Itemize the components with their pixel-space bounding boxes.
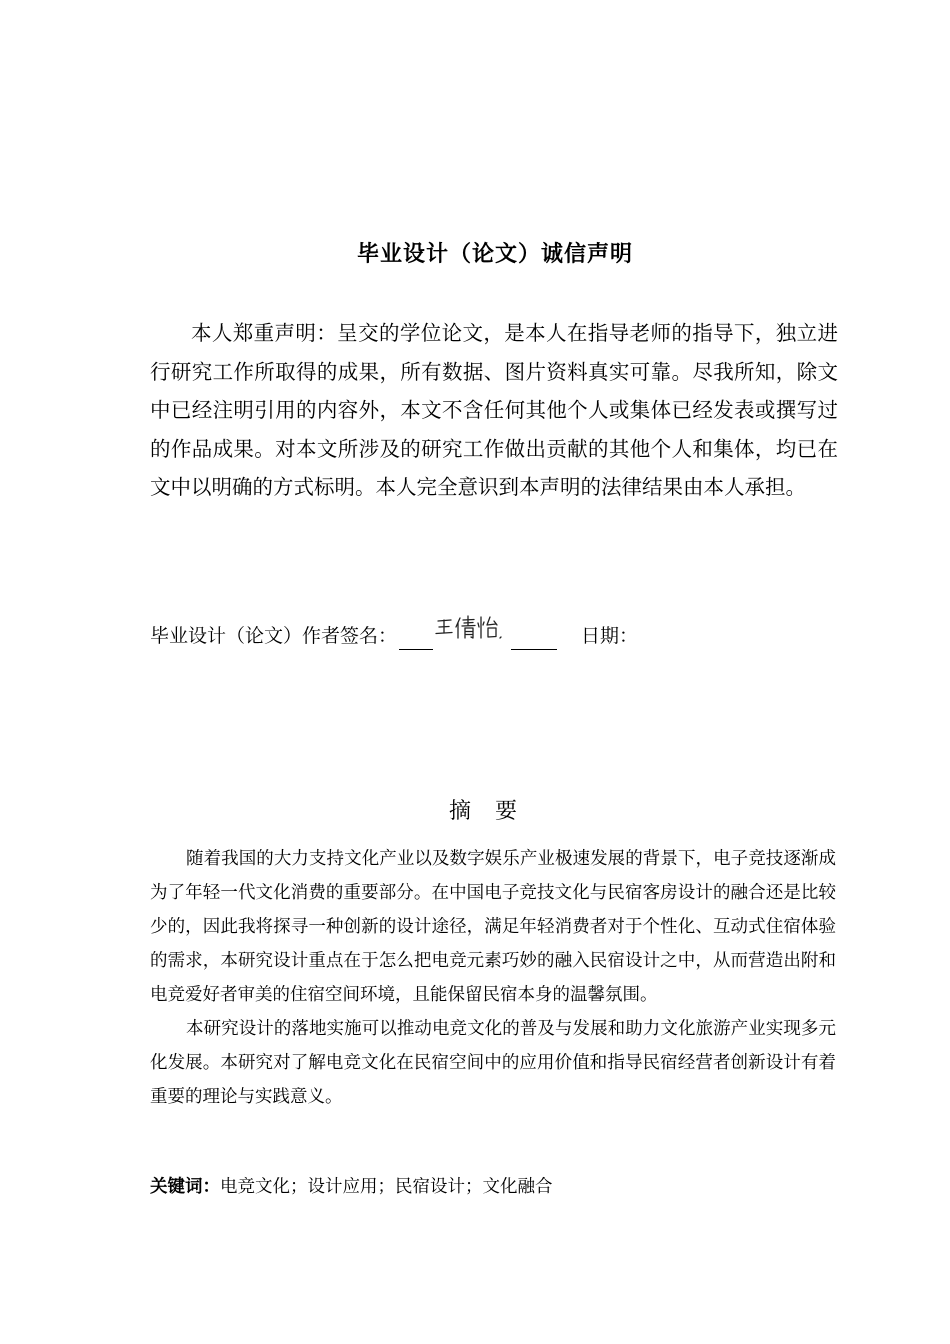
abstract-paragraph: 本研究设计的落地实施可以推动电竞文化的普及与发展和助力文化旅游产业实现多元化发展。本研究对了解电竞文化在民宿空间中的应用价值和指导民宿经营者创新设计有着重要的理论与实践意义。 xyxy=(150,1019,836,1107)
keywords-line xyxy=(150,1172,850,1202)
keywords-list: 电竞文化；设计应用；民宿设计；文化融合 xyxy=(220,1177,553,1197)
signature-blank-right xyxy=(511,627,557,650)
handwritten-signature xyxy=(433,622,511,650)
signature-label: 毕业设计（论文）作者签名： xyxy=(150,625,398,647)
abstract-paragraph: 随着我国的大力支持文化产业以及数字娱乐产业极速发展的背景下，电子竞技逐渐成为了年轻一代文化消费的重要部分。在中国电子竞技文化与民宿客房设计的融合还是比较少的，因此我将探寻一种创新的设计途径，满足年轻消费者对于个性化、互动式住宿体验的需求，本研究设计重点在于怎么把电竞元素巧妙的融入民宿设计之中，从而营造出附和电竞爱好者审美的住宿空间环境，且能保留民宿本身的温馨氛围。 xyxy=(150,849,836,1005)
declaration-title: 毕业设计（论文）诚信声明 xyxy=(356,242,633,267)
signature-blank-left xyxy=(399,627,433,650)
signature-line xyxy=(150,622,850,650)
abstract-body xyxy=(150,842,836,1114)
keywords-label: 关键词： xyxy=(150,1177,220,1197)
declaration-body: 本人郑重声明：呈交的学位论文，是本人在指导老师的指导下，独立进行研究工作所取得的成果，所有数据、图片资料真实可靠。尽我所知，除文中已经注明引用的内容外，本文不含任何其他个人或集体已经发表或撰写过的作品成果。对本文所涉及的研究工作做出贡献的其他个人和集体，均已在文中以明确的方式标明。本人完全意识到本声明的法律结果由本人承担。 xyxy=(150,321,838,499)
date-label: 日期： xyxy=(581,625,639,647)
abstract-title: 摘要 xyxy=(448,799,541,824)
